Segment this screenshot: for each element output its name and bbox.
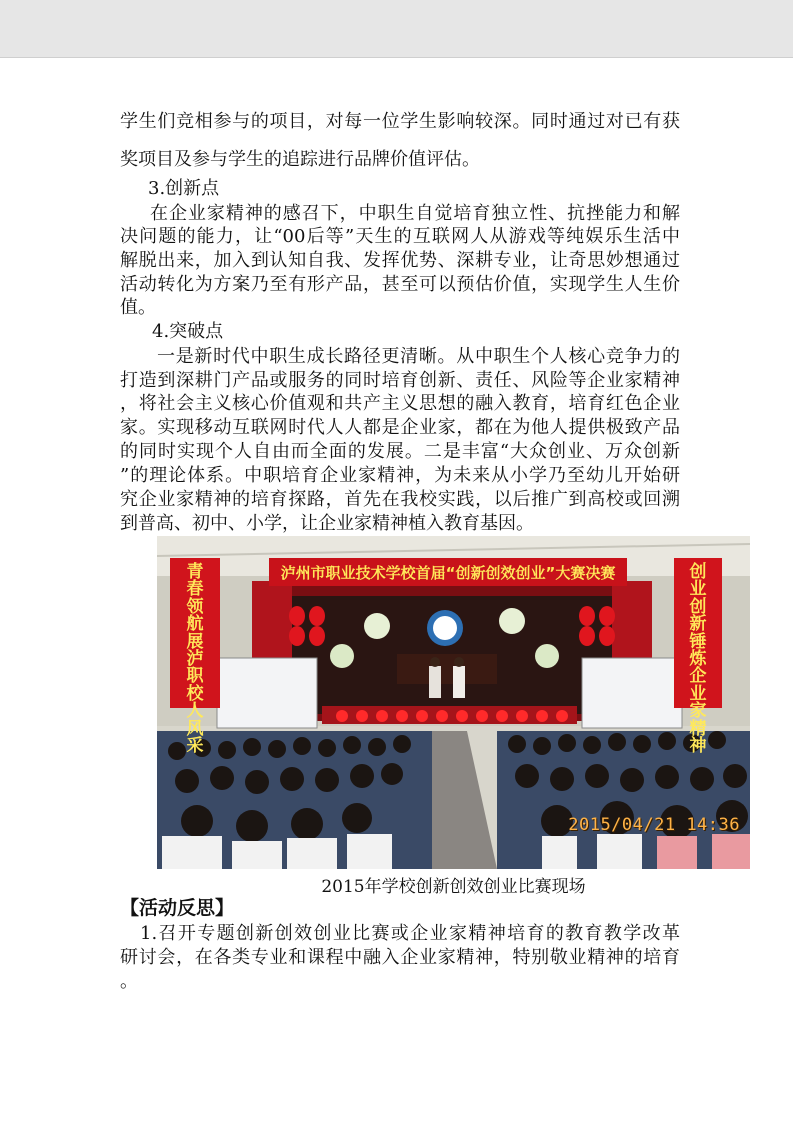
photo-caption: 2015年学校创新创效创业比赛现场 xyxy=(321,877,586,897)
photo-timestamp: 2015/04/21 14:36 xyxy=(568,815,740,835)
text-line: 在企业家精神的感召下，中职生自觉培育独立性、抗挫能力和解 xyxy=(150,203,680,224)
text-line: 值。 xyxy=(120,297,156,318)
text-line: 决问题的能力，让“00后等”天生的互联网人从游戏等纯娱乐生活中 xyxy=(120,226,680,247)
banner-right-text: 创业创新锤炼企业家精神 xyxy=(689,562,707,757)
text-line: 家。实现移动互联网时代人人都是企业家，都在为他人提供极致产品 xyxy=(120,417,680,438)
text-line: 1.召开专题创新创效创业比赛或企业家精神培育的教育教学改革 xyxy=(140,923,680,944)
text-line: 的同时实现个人自由而全面的发展。二是丰富“大众创业、万众创新 xyxy=(120,441,680,462)
screen-left xyxy=(217,658,317,728)
text-line: 活动转化为方案乃至有形产品，甚至可以预估价值，实现学生人生价 xyxy=(120,274,680,295)
viewer-toolbar xyxy=(0,0,793,58)
reflection-heading: 【活动反思】 xyxy=(120,897,235,919)
text-line: 解脱出来，加入到认知自我、发挥优势、深耕专业，让奇思妙想通过 xyxy=(120,250,680,271)
banner-left-text: 青春领航展泸职校人风采 xyxy=(186,562,204,757)
text-line: 到普高、初中、小学，让企业家精神植入教育基因。 xyxy=(120,513,534,534)
event-photo xyxy=(157,536,750,869)
text-line: 奖项目及参与学生的追踪进行品牌价值评估。 xyxy=(120,149,480,170)
text-line: ，将社会主义核心价值观和共产主义思想的融入教育，培育红色企业 xyxy=(120,393,680,414)
text-line: 一是新时代中职生成长路径更清晰。从中职生个人核心竞争力的 xyxy=(157,346,680,367)
text-line: ”的理论体系。中职培育企业家精神，为未来从小学乃至幼儿开始研 xyxy=(120,465,680,486)
text-line: 研讨会，在各类专业和课程中融入企业家精神，特别敬业精神的培育 xyxy=(120,947,680,968)
text-line: 学生们竞相参与的项目，对每一位学生影响较深。同时通过对已有获 xyxy=(120,111,680,132)
section-heading-innovation: 3.创新点 xyxy=(148,178,220,199)
section-heading-breakthrough: 4.突破点 xyxy=(152,321,224,342)
screen-right xyxy=(582,658,682,728)
text-line: 。 xyxy=(120,971,138,992)
text-line: 究企业家精神的培育探路，首先在我校实践，以后推广到高校或回溯 xyxy=(120,489,680,510)
banner-top-text: 泸州市职业技术学校首届“创新创效创业”大赛决赛 xyxy=(280,564,616,582)
text-line: 打造到深耕门产品或服务的同时培育创新、责任、风险等企业家精神 xyxy=(120,370,680,391)
